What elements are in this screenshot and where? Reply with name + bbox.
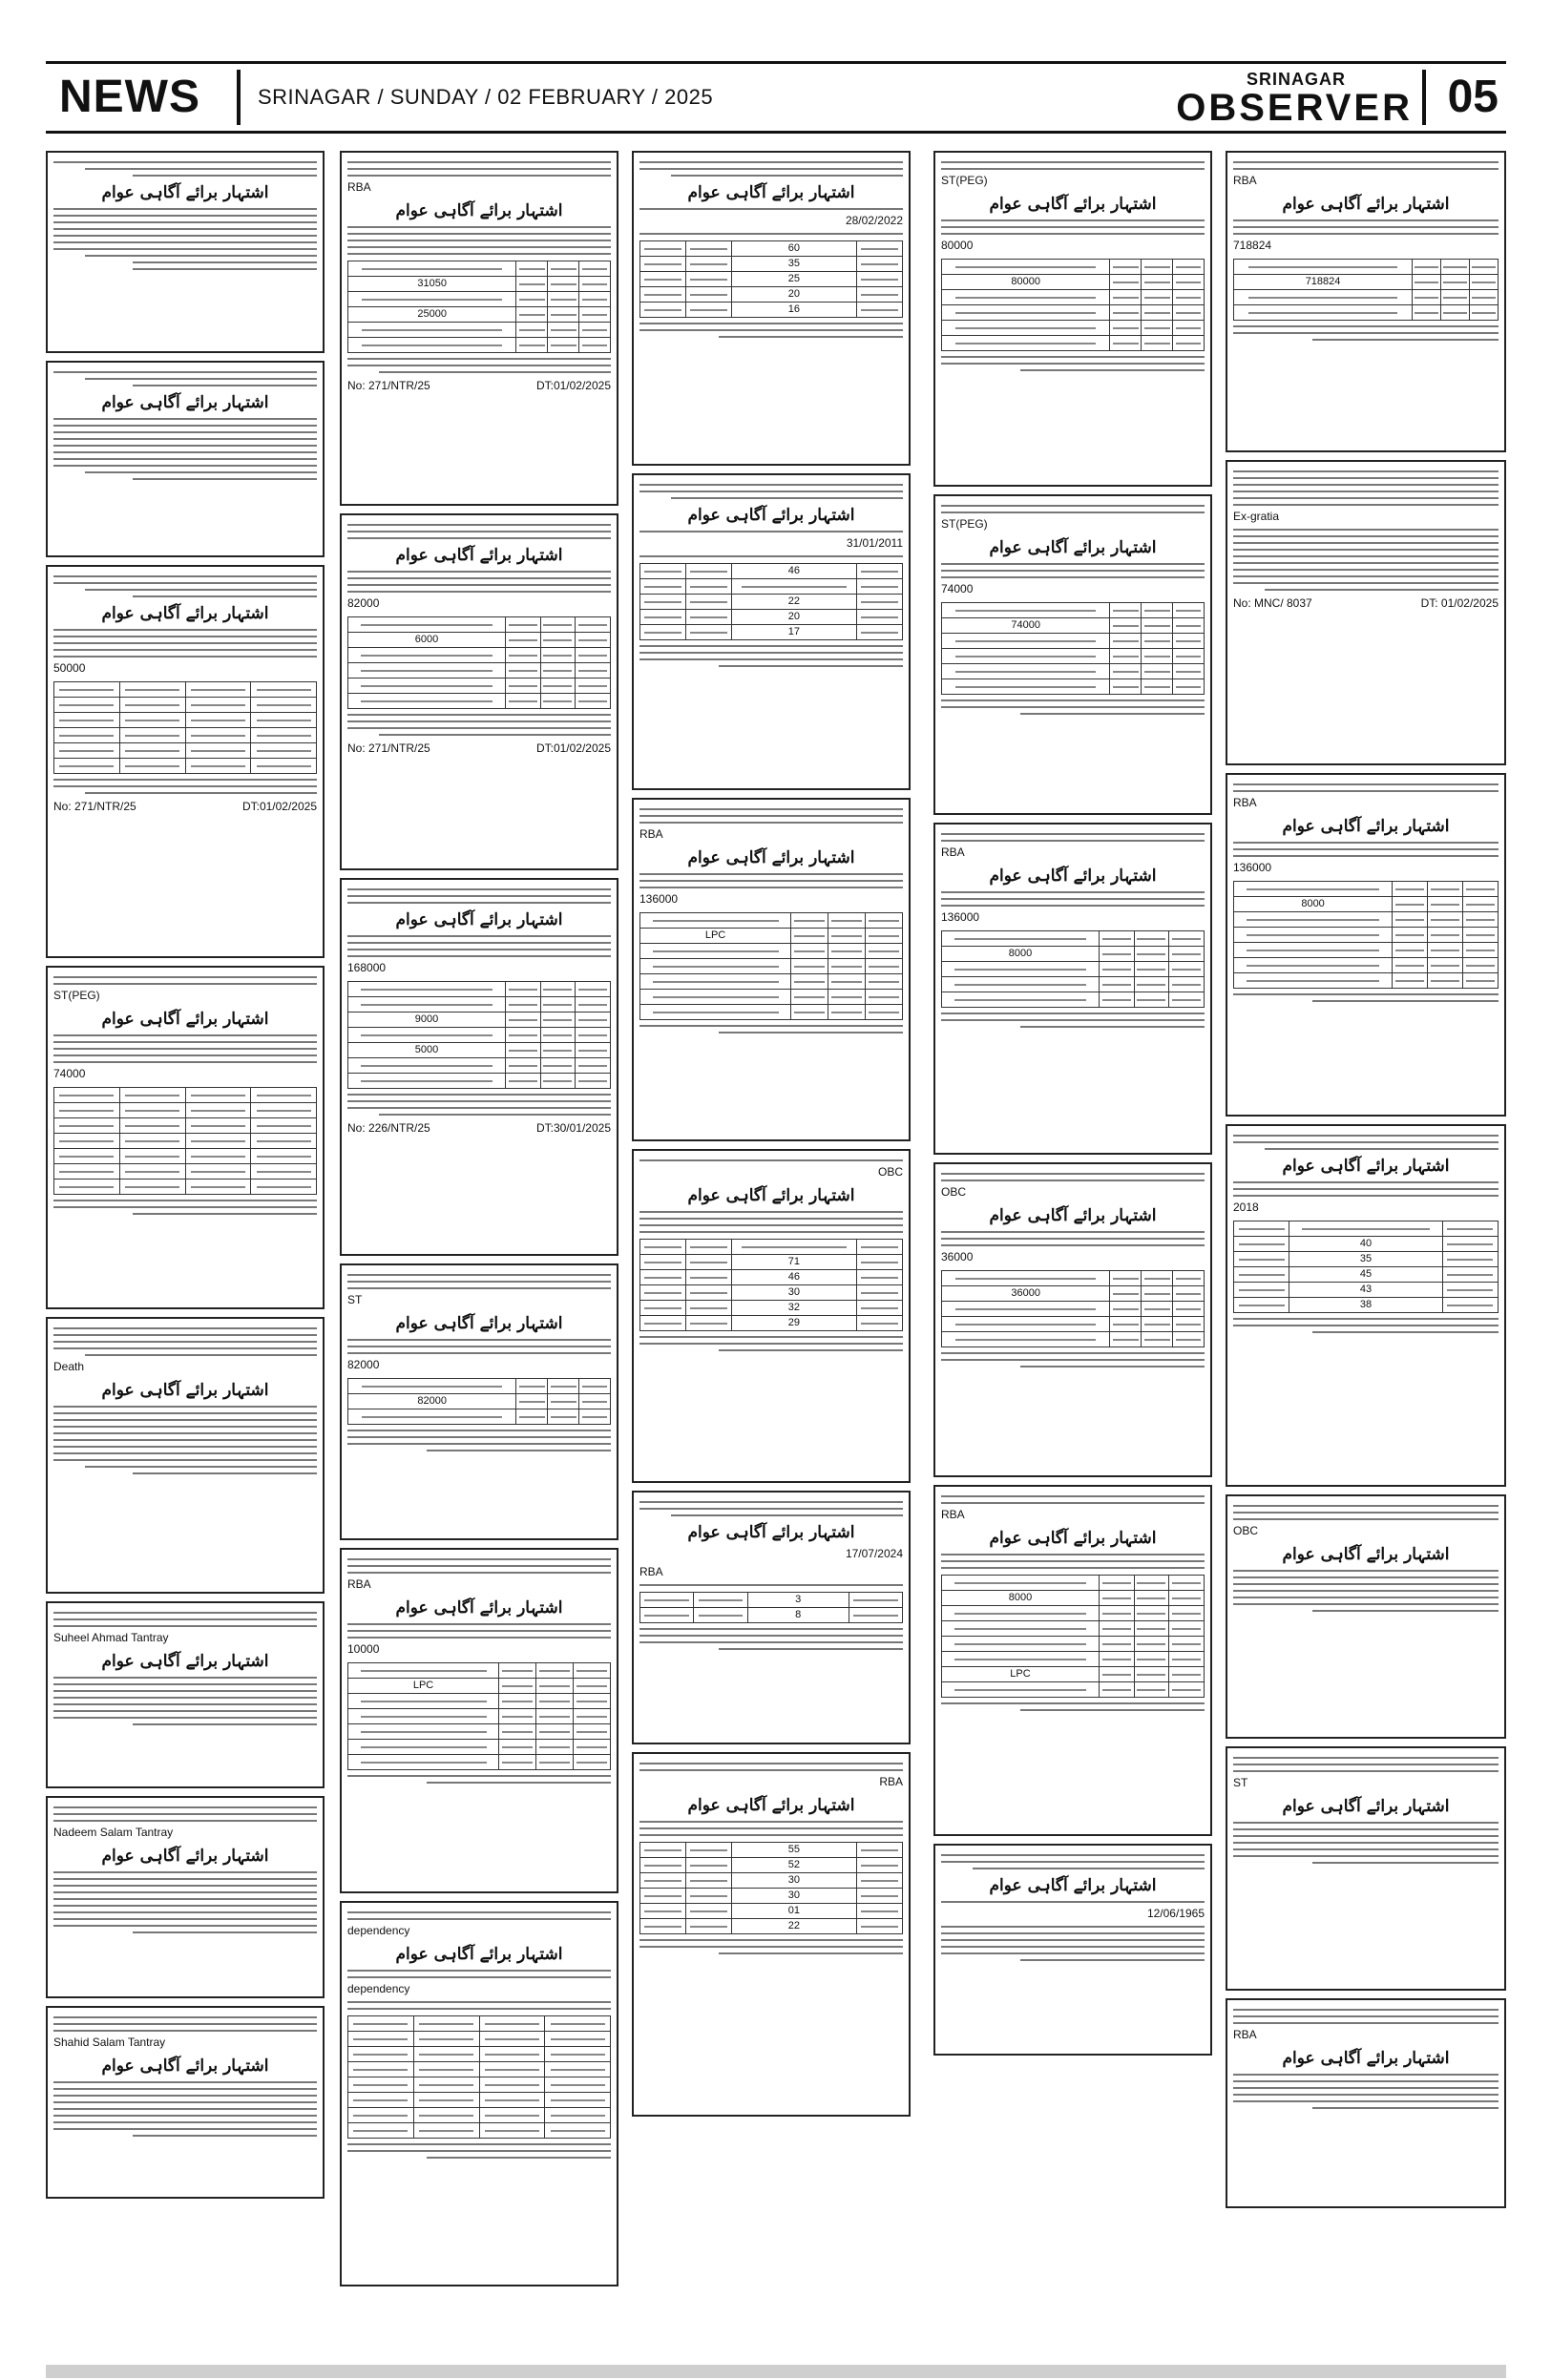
section-title: NEWS — [59, 72, 200, 122]
income-value: 136000 — [941, 910, 980, 924]
certificate-type: OBC — [877, 1165, 903, 1179]
age-cell: 30 — [731, 1873, 857, 1889]
notice-heading: اشتہار برائے آگاہی عوام — [989, 195, 1157, 214]
notice-date: 28/02/2022 — [845, 214, 903, 227]
certificate-type: ST(PEG) — [53, 989, 100, 1002]
certificate-type: OBC — [1233, 1524, 1259, 1537]
age-cell: 35 — [731, 257, 857, 272]
income-value: 36000 — [941, 1250, 974, 1263]
certificate-type: Ex-gratia — [1233, 510, 1280, 523]
age-cell: 16 — [731, 303, 857, 318]
notice-heading: اشتہار برائے آگاہی عوام — [989, 1206, 1157, 1225]
logo-city: SRINAGAR — [1246, 70, 1346, 89]
notice-heading: اشتہار برائے آگاہی عوام — [101, 1847, 269, 1866]
family-table — [347, 616, 611, 709]
income-value: 74000 — [53, 1067, 86, 1080]
age-cell: 29 — [731, 1316, 857, 1331]
income-cell: 8000 — [942, 947, 1100, 962]
family-table — [639, 563, 903, 640]
public-notice — [46, 2006, 325, 2199]
public-notice — [1226, 1494, 1506, 1739]
masthead-divider — [237, 70, 241, 125]
income-cell: LPC — [640, 929, 791, 944]
age-cell: 71 — [731, 1255, 857, 1270]
public-notice — [1226, 151, 1506, 452]
applicant-name: Nadeem Salam Tantray — [53, 1826, 174, 1839]
age-cell: 46 — [731, 564, 857, 579]
notice-heading: اشتہار برائے آگاہی عوام — [989, 866, 1157, 886]
income-cell: 8000 — [1234, 897, 1393, 912]
notice-heading: اشتہار برائے آگاہی عوام — [687, 1523, 855, 1542]
public-notice — [46, 565, 325, 958]
age-cell: 20 — [731, 610, 857, 625]
age-cell: 17 — [731, 625, 857, 640]
notice-heading: اشتہار برائے آگاہی عوام — [687, 1796, 855, 1815]
family-table — [639, 1239, 903, 1331]
column-5 — [1226, 151, 1506, 2216]
masthead-divider — [1422, 70, 1426, 125]
public-notice — [933, 494, 1212, 815]
number-cell: 8 — [747, 1608, 849, 1623]
income-cell: 25000 — [348, 307, 516, 323]
public-notice — [340, 151, 618, 506]
public-notice — [933, 1162, 1212, 1477]
income-value: 168000 — [347, 961, 387, 974]
income-cell: LPC — [942, 1667, 1100, 1682]
age-cell: 55 — [731, 1843, 857, 1858]
notice-date: 31/01/2011 — [846, 536, 903, 550]
notice-heading: اشتہار برائے آگاہی عوام — [1282, 1157, 1450, 1176]
public-notice — [632, 1149, 911, 1483]
age-cell: 32 — [731, 1301, 857, 1316]
income-cell: 8000 — [942, 1591, 1100, 1606]
notice-heading: اشتہار برائے آگاہی عوام — [395, 201, 563, 220]
family-table — [639, 912, 903, 1020]
age-cell: 35 — [1289, 1252, 1442, 1267]
public-notice — [933, 1485, 1212, 1836]
income-value: 10000 — [347, 1642, 380, 1656]
notice-heading: اشتہار برائے آگاہی عوام — [687, 848, 855, 867]
certificate-type: dependency — [347, 1924, 410, 1937]
income-cell: 31050 — [348, 277, 516, 292]
notice-ref: No: 226/NTR/25 — [347, 1121, 430, 1135]
income-value: 80000 — [941, 239, 974, 252]
public-notice — [46, 1601, 325, 1788]
notice-heading: اشتہار برائے آگاہی عوام — [101, 393, 269, 412]
income-value: 50000 — [53, 661, 86, 675]
public-notice — [1226, 1998, 1506, 2208]
public-notice — [632, 798, 911, 1141]
notice-heading: اشتہار برائے آگاہی عوام — [395, 1945, 563, 1964]
public-notice — [1226, 460, 1506, 765]
notice-date: DT:01/02/2025 — [241, 800, 317, 813]
public-notice — [340, 513, 618, 870]
notice-date: 12/06/1965 — [1146, 1907, 1205, 1920]
age-cell: 40 — [1289, 1237, 1442, 1252]
income-cell: 82000 — [348, 1394, 516, 1409]
newspaper-logo — [1176, 70, 1413, 127]
age-cell: 46 — [731, 1270, 857, 1285]
income-cell: 6000 — [348, 633, 506, 648]
certificate-type: RBA — [347, 1577, 371, 1591]
income-cell: 9000 — [348, 1013, 506, 1028]
notice-heading: اشتہار برائے آگاہی عوام — [989, 538, 1157, 557]
public-notice — [46, 966, 325, 1309]
family-table — [639, 1592, 903, 1623]
notice-heading: اشتہار برائے آگاہی عوام — [101, 183, 269, 202]
notice-date: DT:01/02/2025 — [535, 379, 611, 392]
income-cell: LPC — [348, 1679, 499, 1694]
age-cell: 30 — [731, 1285, 857, 1301]
notice-heading: اشتہار برائے آگاہی عوام — [395, 1314, 563, 1333]
family-table — [53, 681, 317, 774]
footer-bar — [46, 2365, 1506, 2378]
public-notice — [933, 1844, 1212, 2056]
age-cell: 60 — [731, 241, 857, 257]
certificate-type: RBA — [347, 180, 371, 194]
income-cell: 36000 — [942, 1286, 1110, 1302]
family-table — [347, 1378, 611, 1425]
notice-heading: اشتہار برائے آگاہی عوام — [989, 1876, 1157, 1895]
income-value: 82000 — [347, 1358, 380, 1371]
column-2 — [340, 151, 618, 2294]
notice-date: DT: 01/02/2025 — [1420, 596, 1499, 610]
public-notice — [632, 1491, 911, 1744]
notice-heading: اشتہار برائے آگاہی عوام — [1282, 817, 1450, 836]
notice-date: 17/07/2024 — [845, 1547, 903, 1560]
masthead — [46, 61, 1506, 134]
age-cell: 22 — [731, 1919, 857, 1934]
notice-heading: اشتہار برائے آگاہی عوام — [687, 1186, 855, 1205]
certificate-type: ST — [347, 1293, 363, 1306]
income-cell: 718824 — [1234, 275, 1413, 290]
logo-name: OBSERVER — [1176, 87, 1413, 129]
age-cell: 22 — [731, 595, 857, 610]
age-cell: 52 — [731, 1858, 857, 1873]
certificate-type: RBA — [941, 846, 965, 859]
public-notice — [632, 1752, 911, 2117]
notice-heading: اشتہار برائے آگاہی عوام — [1282, 195, 1450, 214]
age-cell: 25 — [731, 272, 857, 287]
certificate-type: RBA — [1233, 2028, 1257, 2041]
notice-heading: اشتہار برائے آگاہی عوام — [101, 1010, 269, 1029]
certificate-type: RBA — [879, 1775, 903, 1788]
notice-ref: No: MNC/ 8037 — [1233, 596, 1312, 610]
family-table — [1233, 259, 1499, 321]
notice-heading: اشتہار برائے آگاہی عوام — [687, 506, 855, 525]
public-notice — [46, 1796, 325, 1998]
notice-heading: اشتہار برائے آگاہی عوام — [687, 183, 855, 202]
income-cell: 5000 — [348, 1043, 506, 1058]
page-number: 05 — [1447, 72, 1499, 122]
family-table — [941, 1270, 1205, 1347]
public-notice — [933, 151, 1212, 487]
age-cell: 30 — [731, 1889, 857, 1904]
number-cell: 3 — [747, 1593, 849, 1608]
column-4 — [933, 151, 1212, 2063]
income-cell: 74000 — [942, 618, 1110, 634]
column-3 — [632, 151, 911, 2124]
family-table — [347, 981, 611, 1089]
public-notice — [46, 1317, 325, 1594]
family-table — [347, 1662, 611, 1770]
family-table — [941, 1575, 1205, 1698]
notice-ref: No: 271/NTR/25 — [347, 379, 430, 392]
notice-ref: No: 271/NTR/25 — [347, 741, 430, 755]
notice-heading: اشتہار برائے آگاہی عوام — [101, 604, 269, 623]
notice-heading: اشتہار برائے آگاہی عوام — [1282, 1797, 1450, 1816]
notice-heading: اشتہار برائے آگاہی عوام — [1282, 1545, 1450, 1564]
family-table — [941, 259, 1205, 351]
certificate-type: RBA — [639, 827, 663, 841]
certificate-type: RBA — [941, 1508, 965, 1521]
certificate-type: RBA — [1233, 174, 1257, 187]
notice-heading: اشتہار برائے آگاہی عوام — [101, 2056, 269, 2076]
family-table — [347, 261, 611, 353]
income-value: 136000 — [1233, 861, 1272, 874]
public-notice — [46, 361, 325, 557]
age-cell: 43 — [1289, 1283, 1442, 1298]
certificate-type: dependency — [347, 1982, 410, 1995]
family-table — [639, 1842, 903, 1934]
applicant-name: Shahid Salam Tantray — [53, 2036, 166, 2049]
public-notice — [340, 1263, 618, 1540]
age-cell: 38 — [1289, 1298, 1442, 1313]
public-notice — [340, 1901, 618, 2286]
certificate-type: ST(PEG) — [941, 174, 988, 187]
income-cell: 80000 — [942, 275, 1110, 290]
age-cell: 20 — [731, 287, 857, 303]
certificate-type: OBC — [941, 1185, 967, 1199]
public-notice — [933, 823, 1212, 1155]
applicant-name: Suheel Ahmad Tantray — [53, 1631, 169, 1644]
age-cell: 45 — [1289, 1267, 1442, 1283]
public-notice — [46, 151, 325, 353]
public-notice — [1226, 1124, 1506, 1487]
family-table — [347, 2015, 611, 2139]
notice-year: 2018 — [1233, 1200, 1259, 1214]
family-table — [1233, 1221, 1499, 1313]
certificate-type: Death — [53, 1360, 85, 1373]
family-table — [941, 930, 1205, 1008]
dateline: SRINAGAR / SUNDAY / 02 FEBRUARY / 2025 — [258, 85, 714, 109]
notice-heading: اشتہار برائے آگاہی عوام — [395, 1598, 563, 1618]
column-1 — [46, 151, 325, 2206]
notice-heading: اشتہار برائے آگاہی عوام — [1282, 2049, 1450, 2068]
certificate-type: ST(PEG) — [941, 517, 988, 531]
certificate-type: RBA — [1233, 796, 1257, 809]
public-notice — [632, 151, 911, 466]
public-notice — [632, 473, 911, 790]
public-notice — [340, 1548, 618, 1893]
family-table — [1233, 881, 1499, 989]
public-notice — [340, 878, 618, 1256]
notice-heading: اشتہار برائے آگاہی عوام — [395, 910, 563, 929]
certificate-type: ST — [1233, 1776, 1248, 1789]
public-notice — [1226, 1746, 1506, 1991]
income-value: 82000 — [347, 596, 380, 610]
certificate-type: RBA — [639, 1565, 663, 1578]
family-table — [639, 240, 903, 318]
income-value: 74000 — [941, 582, 974, 595]
notice-heading: اشتہار برائے آگاہی عوام — [989, 1529, 1157, 1548]
notice-heading: اشتہار برائے آگاہی عوام — [101, 1381, 269, 1400]
notice-date: DT:01/02/2025 — [535, 741, 611, 755]
family-table — [53, 1087, 317, 1195]
notice-ref: No: 271/NTR/25 — [53, 800, 136, 813]
public-notice — [1226, 773, 1506, 1117]
notice-date: DT:30/01/2025 — [535, 1121, 611, 1135]
notice-heading: اشتہار برائے آگاہی عوام — [101, 1652, 269, 1671]
notice-heading: اشتہار برائے آگاہی عوام — [395, 546, 563, 565]
age-cell: 01 — [731, 1904, 857, 1919]
income-value: 718824 — [1233, 239, 1272, 252]
income-value: 136000 — [639, 892, 679, 906]
family-table — [941, 602, 1205, 695]
